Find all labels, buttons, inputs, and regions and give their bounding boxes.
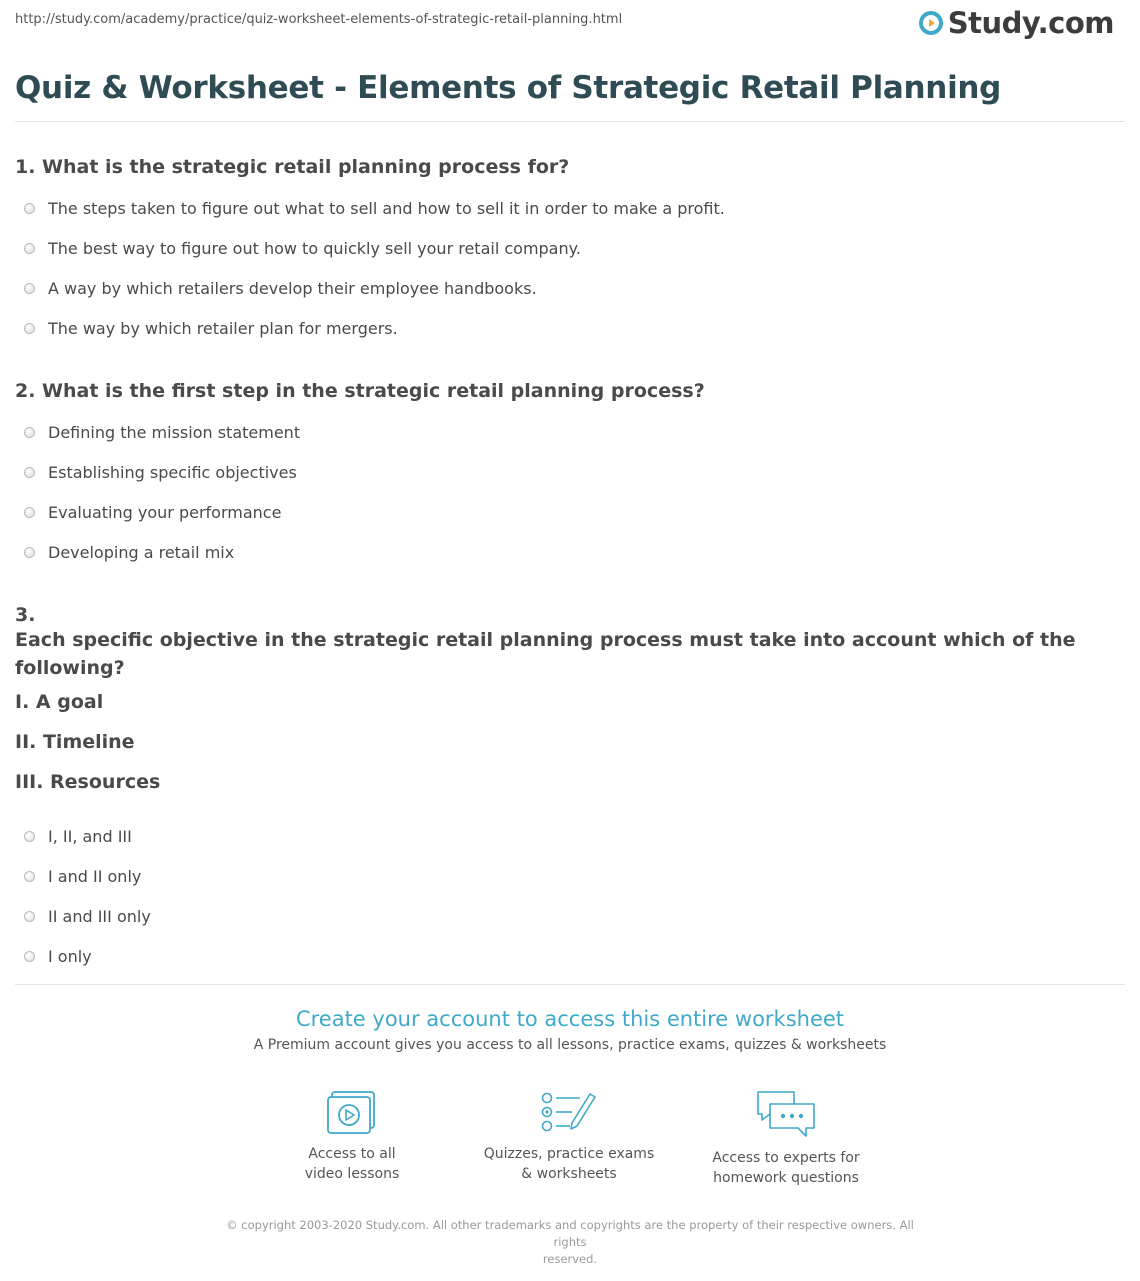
answer-options xyxy=(15,816,1125,976)
question-1 xyxy=(15,153,1125,348)
question-3 xyxy=(15,601,1125,976)
page-url: http://study.com/academy/practice/quiz-worksheet-elements-of-strategic-retail-planning.html xyxy=(15,12,623,27)
create-account-link[interactable]: Create your account to access this entire worksheet xyxy=(295,1007,845,1031)
radio-button[interactable] xyxy=(24,911,35,922)
study-logo[interactable] xyxy=(918,6,1114,40)
quiz-checklist-icon xyxy=(540,1090,598,1136)
option-label: Establishing specific objectives xyxy=(48,462,297,482)
radio-button[interactable] xyxy=(24,203,35,214)
option-label: Evaluating your performance xyxy=(48,502,282,522)
feature-label-line: Access to all xyxy=(308,1146,396,1162)
feature-quizzes xyxy=(469,1090,669,1184)
radio-button[interactable] xyxy=(24,507,35,518)
answer-options xyxy=(15,188,1125,348)
answer-option[interactable] xyxy=(15,188,1125,228)
cta-subtitle: A Premium account gives you access to all lessons, practice exams, quizzes & worksheets xyxy=(253,1037,887,1053)
answer-option[interactable] xyxy=(15,308,1125,348)
question-number: 3. xyxy=(15,604,36,626)
copyright-footer xyxy=(210,1217,930,1268)
answer-option[interactable] xyxy=(15,816,1125,856)
feature-label-line: video lessons xyxy=(304,1166,400,1182)
radio-button[interactable] xyxy=(24,951,35,962)
logo-text: Study.com xyxy=(947,6,1114,40)
statement-item: I. A goal xyxy=(15,691,104,713)
answer-option[interactable] xyxy=(15,268,1125,308)
answer-option[interactable] xyxy=(15,896,1125,936)
radio-button[interactable] xyxy=(24,427,35,438)
radio-button[interactable] xyxy=(24,871,35,882)
option-label: Defining the mission statement xyxy=(48,422,301,442)
page-title: Quiz & Worksheet - Elements of Strategic Retail Planning xyxy=(15,70,1002,106)
radio-button[interactable] xyxy=(24,831,35,842)
option-label: A way by which retailers develop their employee handbooks. xyxy=(48,278,537,298)
answer-options xyxy=(15,412,1125,572)
answer-option[interactable] xyxy=(15,452,1125,492)
answer-option[interactable] xyxy=(15,492,1125,532)
question-title: 2. What is the first step in the strategic retail planning process? xyxy=(15,380,705,402)
option-label: The steps taken to figure out what to sell and how to sell it in order to make a profit. xyxy=(48,198,725,218)
play-circle-icon xyxy=(918,10,944,36)
feature-label-line: & worksheets xyxy=(521,1166,617,1182)
feature-experts xyxy=(686,1090,886,1188)
option-label: I, II, and III xyxy=(48,826,132,846)
title-divider xyxy=(15,121,1125,122)
footer-line: © copyright 2003-2020 Study.com. All other trademarks and copyrights are the property of their respective owners. All rights xyxy=(226,1218,914,1249)
answer-option[interactable] xyxy=(15,532,1125,572)
radio-button[interactable] xyxy=(24,283,35,294)
option-label: I only xyxy=(48,946,92,966)
option-label: The way by which retailer plan for mergers. xyxy=(48,318,398,338)
statement-item: II. Timeline xyxy=(15,731,135,753)
radio-button[interactable] xyxy=(24,323,35,334)
radio-button[interactable] xyxy=(24,467,35,478)
radio-button[interactable] xyxy=(24,547,35,558)
feature-label-line: Quizzes, practice exams xyxy=(483,1146,655,1162)
option-label: I and II only xyxy=(48,866,142,886)
radio-button[interactable] xyxy=(24,243,35,254)
footer-line: reserved. xyxy=(542,1252,598,1266)
feature-video-lessons xyxy=(252,1090,452,1184)
question-title: Each specific objective in the strategic retail planning process must take into account which of the following? xyxy=(15,629,1076,679)
question-2 xyxy=(15,377,1125,572)
question-title: 1. What is the strategic retail planning process for? xyxy=(15,156,570,178)
statement-item: III. Resources xyxy=(15,771,161,793)
option-label: The best way to figure out how to quickly sell your retail company. xyxy=(48,238,581,258)
video-lessons-icon xyxy=(326,1090,378,1136)
feature-label-line: Access to experts for xyxy=(712,1150,860,1166)
cta-divider xyxy=(15,984,1125,985)
answer-option[interactable] xyxy=(15,936,1125,976)
option-label: Developing a retail mix xyxy=(48,542,235,562)
answer-option[interactable] xyxy=(15,228,1125,268)
feature-label-line: homework questions xyxy=(713,1170,859,1186)
roman-statements xyxy=(15,682,1125,802)
chat-bubbles-icon xyxy=(754,1090,818,1140)
answer-option[interactable] xyxy=(15,412,1125,452)
answer-option[interactable] xyxy=(15,856,1125,896)
option-label: II and III only xyxy=(48,906,151,926)
